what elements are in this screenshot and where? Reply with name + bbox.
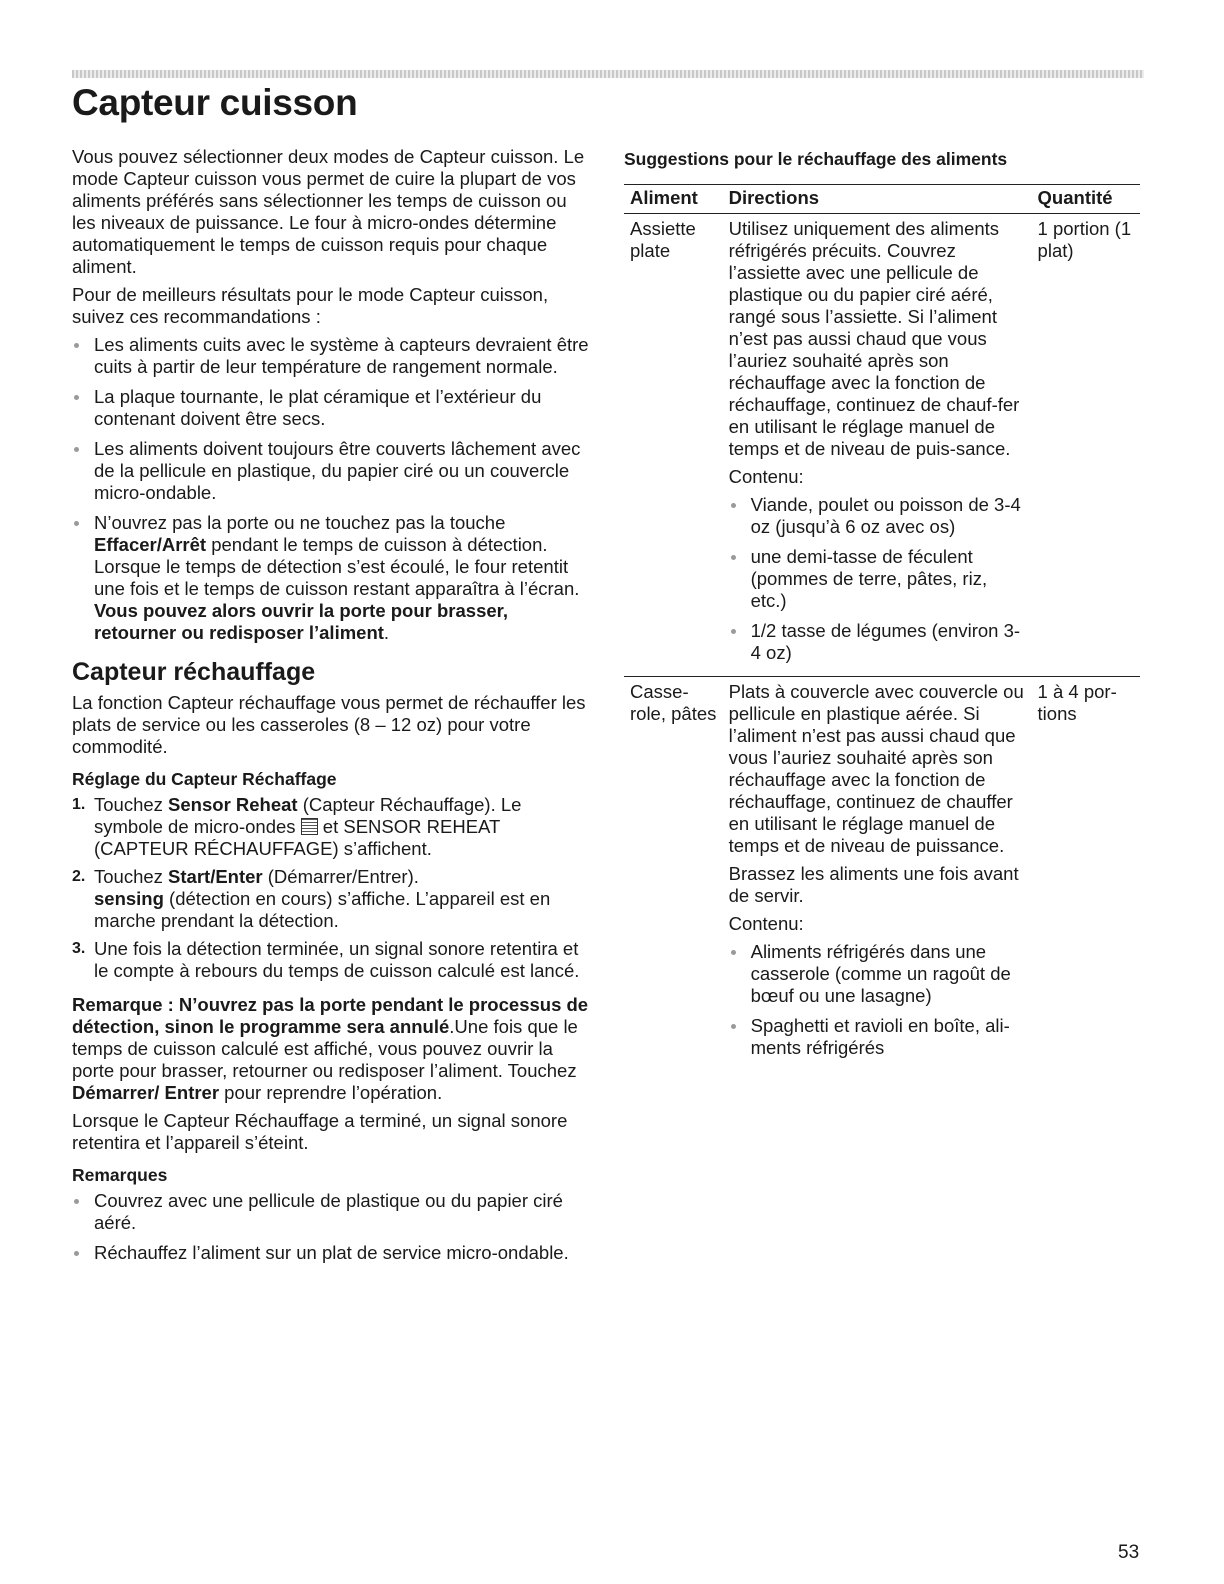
directions-cell: [723, 677, 1032, 1072]
step-item: [72, 938, 592, 982]
bullet4-end: .: [383, 622, 390, 643]
table-row: [624, 214, 1140, 677]
header-rule: [72, 70, 1144, 78]
list-item: Couvrez avec une pellicule de plastique ou du papier ciré aéré.: [72, 1190, 592, 1234]
list-item: 1/2 tasse de légumes (environ 3-4 oz): [729, 620, 1028, 664]
quantity-cell: 1 portion (1 plat): [1037, 218, 1132, 261]
step1-text-d: et SENSOR REHEAT (CAPTEUR RÉCHAUFFAGE) s’affichent.: [94, 816, 500, 859]
step-number: 2.: [72, 868, 86, 885]
setting-heading: Réglage du Capteur Réchaffage: [72, 769, 337, 789]
remarks-heading: Remarques: [72, 1165, 168, 1185]
step2-text-e: (détection en cours) s’affiche. L’appareil est en marche prendant la détection.: [94, 888, 551, 931]
right-column: [624, 148, 1144, 1071]
table-row: [624, 677, 1140, 1072]
list-item: Les aliments cuits avec le système à capteurs devraient être cuits à partir de leur température de rangement normale.: [72, 334, 592, 378]
step2-text-c: (Démarrer/Entrer).: [262, 866, 419, 887]
step2-text-a: Touchez: [94, 866, 163, 887]
sensor-reheat-key: Sensor Reheat: [168, 794, 298, 815]
bullet4-text-c: pendant le temps de cuisson à détection. Lorsque le temps de détection s’est écoulé, le four retentit une fois et le temps de cuisson restant apparaîtra à l’écran.: [94, 534, 580, 599]
column-header: Quantité: [1032, 185, 1140, 214]
reheat-suggestions-table: [624, 184, 1140, 1071]
left-column: [72, 146, 592, 1272]
food-cell: Casse-role, pâtes: [624, 677, 723, 1072]
start-enter-key: Start/Enter: [168, 866, 263, 887]
page-number: 53: [1118, 1542, 1140, 1563]
step-item: [72, 866, 592, 932]
quantity-cell: 1 à 4 por-tions: [1032, 677, 1140, 1072]
list-item: Les aliments doivent toujours être couverts lâchement avec de la pellicule en plastique, du papier ciré ou un couvercle micro-ondable.: [72, 438, 592, 504]
bullet4-bold-note: Vous pouvez alors ouvrir la porte pour brasser, retourner ou redisposer l’aliment: [94, 600, 508, 643]
step1-text-c: (Capteur Réchauffage). Le symbole de micro-ondes: [94, 794, 522, 837]
directions-cell: [723, 214, 1032, 677]
recommendations-list: [72, 334, 592, 644]
note-bold: Remarque : N’ouvrez pas la porte pendant le processus de détection, sinon le programme sera annulé: [72, 994, 589, 1037]
contents-list: [729, 941, 1028, 1059]
column-header: Directions: [723, 185, 1032, 214]
demarrer-entrer-key: Démarrer/ Entrer: [72, 1082, 220, 1103]
note-text-c: pour reprendre l’opération.: [219, 1082, 443, 1103]
table-header-row: [624, 185, 1140, 214]
list-item: Viande, poulet ou poisson de 3-4 oz (jusqu’à 6 oz avec os): [729, 494, 1028, 538]
list-item: [72, 512, 592, 644]
steps-list: [72, 794, 592, 982]
directions-text: Utilisez uniquement des aliments réfrigérés précuits. Couvrez l’assiette avec une pellicule de plastique ou du papier ciré aéré, rangé sous l’assiette. Si l’aliment n’est pas aussi chaud que vous l’auriez souhaité après son réchauffage avec la fonction de réchauffage, continuez de chauf-fer en utilisant le réglage manuel de temps et de niveau de puis-sance.: [728, 218, 1020, 459]
note-text-a: .Une fois que le temps de cuisson calculé est affiché, vous pouvez ouvrir la porte pour brasser, retourner ou redisposer l’aliment. Touchez: [72, 1016, 578, 1081]
step-item: [72, 794, 592, 860]
contents-label: Contenu:: [728, 913, 804, 934]
bullet4-text-a: N’ouvrez pas la porte ou ne touchez pas la touche: [94, 512, 506, 533]
page-title: Capteur cuisson: [72, 82, 358, 123]
step3-text: Une fois la détection terminée, un signal sonore retentira et le compte à rebours du temps de cuisson calculé est lancé.: [94, 938, 580, 981]
list-item: Réchauffez l’aliment sur un plat de service micro-ondable.: [72, 1242, 592, 1264]
list-item: Aliments réfrigérés dans une casserole (comme un ragoût de bœuf ou une lasagne): [729, 941, 1028, 1007]
reheat-heading: Capteur réchauffage: [72, 658, 316, 686]
food-cell: Assiette plate: [630, 218, 696, 261]
column-header: Aliment: [624, 185, 723, 214]
reheat-paragraph: La fonction Capteur réchauffage vous permet de réchauffer les plats de service ou les casseroles (8 – 12 oz) pour votre commodité.: [72, 692, 586, 757]
list-item: Spaghetti et ravioli en boîte, ali-ments réfrigérés: [729, 1015, 1028, 1059]
step-number: 1.: [72, 796, 86, 813]
recommendations-intro: Pour de meilleurs résultats pour le mode Capteur cuisson, suivez ces recommandations :: [72, 284, 549, 327]
step1-text-a: Touchez: [94, 794, 163, 815]
list-item: La plaque tournante, le plat céramique et l’extérieur du contenant doivent être secs.: [72, 386, 592, 430]
intro-paragraph: Vous pouvez sélectionner deux modes de Capteur cuisson. Le mode Capteur cuisson vous permet de cuire la plupart de vos aliments préférés sans sélectionner les temps de cuisson ou les niveaux de puissance. Le four à micro-ondes détermine automatiquement le temps de cuisson requis pour chaque aliment.: [72, 146, 585, 277]
step-number: 3.: [72, 940, 86, 957]
table-title: Suggestions pour le réchauffage des aliments: [624, 149, 1008, 169]
contents-list: [729, 494, 1028, 664]
note-paragraph: [72, 994, 592, 1104]
list-item: une demi-tasse de féculent (pommes de terre, pâtes, riz, etc.): [729, 546, 1028, 612]
remarks-list: [72, 1190, 592, 1264]
sensing-display: sensing: [94, 888, 164, 909]
directions-text: Plats à couvercle avec couvercle ou pellicule en plastique aérée. Si l’aliment n’est pas aussi chaud que vous l’auriez souhaité après son réchauffage avec la fonction de réchauffage, continuez de chauffer en utilisant le réglage manuel de temps et de niveau de puissance.: [728, 681, 1024, 856]
microwave-symbol-icon: [301, 818, 318, 835]
contents-label: Contenu:: [728, 466, 804, 487]
end-paragraph: Lorsque le Capteur Réchauffage a terminé, un signal sonore retentira et l’appareil s’éteint.: [72, 1110, 568, 1153]
effacer-arret-key: Effacer/Arrêt: [94, 534, 207, 555]
stir-text: Brassez les aliments une fois avant de servir.: [728, 863, 1019, 906]
